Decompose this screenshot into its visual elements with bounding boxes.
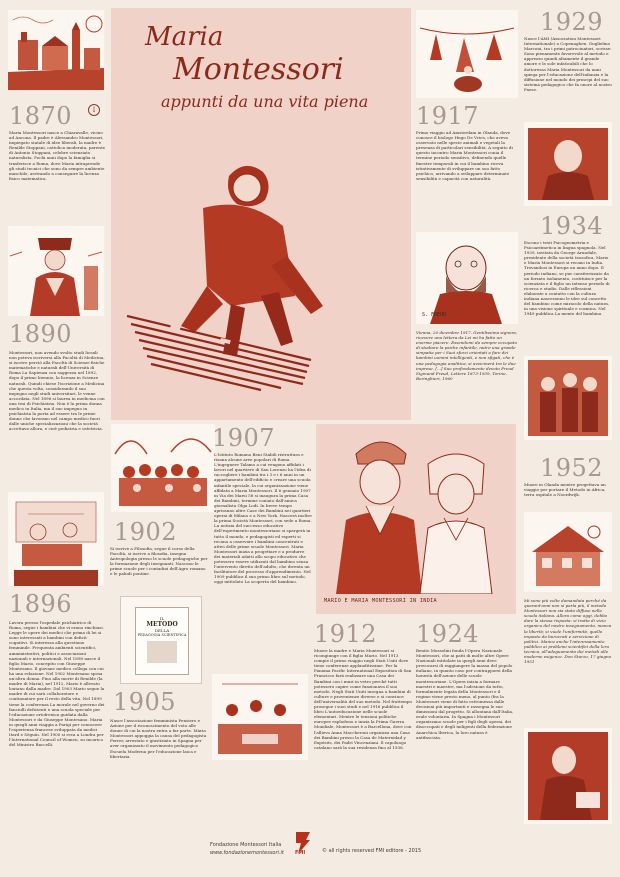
children-playing-illustration: [212, 674, 308, 760]
year-1952: 1952: [540, 454, 604, 482]
child-with-rods-illustration: [111, 116, 411, 416]
text-1902: Si iscrive a Filosofia, segue il corso della Facoltà, si iscrive a filosofia, insegna Antropologia presso le scuole pedagogiche per la formazione degli insegnanti. Nascono le prime scuole per i contadini dell'Agro romano e le paludi pontine.: [110, 546, 208, 577]
1907-classroom-illustration: [111, 424, 215, 512]
text-1896: Lavora presso l'ospedale psichiatrico di Roma, segue i bambini che vi erano rinchiusi. Legge le opere dei medici che prima di lei si sono interessati a bambini con deficit cognitivi. Si interessa alla questione femminile. Frequenta ambienti scientifici, amministrativi, politici e associazioni nazionali e internazionali. Nel 1898 nasce il figlio Mario, concepito con Giuseppe Montesano. Il giovane medico collega con cui ha una relazione. Nel 1902 Montesano sposa un'altra donna. Fino alla morte di Renilde (la madre di Maria), nel 1912, Mario è allevato lontano dalla madre. Dal 1903 Mario segue la madre di cui sarà collaboratore e continuatore per il resto della vita. Nel 1899 tiene la conferenza La morale nel governo dei fanciulli deficienti e una scuola speciale per l'educazione ortofrenica guidata dalla Montessori e da Giuseppe Montesano. Maria in quegli anni viaggia a Parigi per conoscere l'esperienza francese sviluppata da medici Itard e Séguin. Nel 1900 si reca a Londra per l'International Council of Women, su incarico del Ministro Baccelli.: [9, 620, 105, 748]
chiaravalle-illustration: [8, 10, 104, 90]
title-maria: Maria: [145, 22, 224, 52]
text-1934: Escono i testi Psicogeometria e Psicoaritmetica in lingua spagnola. Nel 1939, invitata da George Arundale, presidente della società teosofica, Mario e Maria Montessori si recano in India. Trovandosi in Europa un anno dopo. Il periodo indiano, se pur caratterizzato da un forzato isolamento, costituisce per la scienziata e il figlio un intenso periodo di ricerca e studio. Dalle riflessioni elaborate a contatto con la cultura indiana nasceranno le idee sul concetto del bambino come miracolo della natura, in una visione spirituale e cosmica. Nel 1949 pubblica La mente del bambino.: [524, 240, 610, 317]
woman-writing-illustration: [524, 728, 612, 824]
year-1912: 1912: [314, 620, 378, 648]
fmi-logo: [292, 830, 314, 856]
text-1905: Nasce l'associazione femminista Pensiero e Azione per il riconoscimento del voto alle donne di cui la nostra entra a far parte. Maria Montessori appoggia la causa del pedagogista Ferrer, arrestato e giustiziato in Spagna per aver organizzato il movimento pedagogico Escuela Moderna per l'educazione laica e libertaria.: [110, 718, 207, 759]
text-1907: L'Istituto Romano Beni Stabili ristruttura e risana alcune aree popolari di Roma. L'ingegnere Talamo a cui vengono affidati i lavori nel quartiere di San Lorenzo ha l'idea di raccogliere i bambini tra i 3 e i 6 anni in un appartamento dell'edificio e creare una scuola infantile speciale, la cui organizzazione viene affidata a Maria Montessori. Il 6 gennaio 1907 in Via dei Marsi 58 si inaugura la prima Casa dei Bambini, termine coniato dall'amica giornalista Olga Lodi. In breve tempo apriranno altre Case dei Bambini nei quartieri operai di Milano e a New York. Nascerà inoltre la prima Società Montessori, con sede a Roma. La notizia del successo educativo dell'esperimento montessoriano si spargerà in tutto il mondo, e pedagogisti ed esperti si recano a osservare i bambini concentrati e attivi delle prime scuole Montessori. Maria Montessori inizia a progettare e a produrre dei materiali adatti allo scopo educativo che potessero essere utilizzati dal bambino senza l'intervento diretto dell'adulto, che diventa un facilitatore del processo d'apprendimento. Nel 1909 pubblica il suo primo libro sul metodo, oggi intitolato La scoperta del bambino.: [214, 452, 312, 585]
year-1917: 1917: [416, 102, 480, 130]
text-1870: Maria Montessori nasce a Chiaravalle, vicino ad Ancona. Il padre è Alessandro Montessori, impiegato statale di idee liberali, la madre è Renilde Stoppani, cattolica moderata, parente di Antonio Stoppani, celebre scienziato naturalista. Pochi anni dopo la famiglia si trasferisce a Roma, dove Maria intraprende gli studi tecnici che sono da sempre ambiente maschile, arrivando a conseguire la licenza fisico matematica.: [9, 130, 105, 181]
book-line2: METODO: [146, 621, 178, 628]
text-1917: Primo viaggio ad Amsterdam in Olanda, dove conosce il biologo Hugo De Vries, che aveva osservato nelle specie animali e vegetali la presenza di particolari sensibilità. A seguito di questo incontro Maria Montessori conia il termine periodo sensitivo, definendo quelle finestre temporali in cui il bambino riceva istintivamente di sviluppare un suo fatto psichico, arrivando a sviluppare determinate sensibilità e capacità con naturalità.: [416, 130, 513, 181]
india-panel: [316, 424, 516, 614]
text-1890: Montessori, non avendo svolto studi liceali non poteva iscriversi alla Facoltà di Medicina, si iscrive perciò alla Facoltà di Scienze fisiche matematiche e naturali dell'Università di Roma La Sapienza con saggezza nel 1892, dopo il primo biennio, la licenza in Scienze naturali. Quindi chiese l'iscrizione a Medicina che questa volta, considerando il suo impegno negli studi universitari, le venne accordata. Nel 1896 si laurea in medicina con una tesi di Psichiatria. Non è la prima donna medico in Italia, ma il suo impegno in psichiatria la porta ad essere tra le prime donne che lavorano nel campo medico fuori dalle uniche specializzazioni che la società accettava allora, e cioè pediatria e ostetricia.: [9, 350, 105, 432]
year-1907: 1907: [212, 424, 276, 452]
year-1896: 1896: [9, 590, 73, 618]
footer-url: www.fondazionemontessori.it: [210, 850, 284, 856]
freud-portrait: [416, 232, 518, 324]
freud-letter-text: Vienna, 20 dicembre 1917. Gentilissima signora, ricevere una lettera da Lei mi ha fatto un enorme piacere. Essendomi da sempre occupato di studiare la psiche infantile, nutro una grande simpatia per i Suoi sforzi orientati a fare dei bambini uomini intelligenti, e non sfigati, che è una pedagogia analitica, si avvicinerà tra le due imprese. [...] Suo profondamente devoto Freud Sigmund Freud, Lettere 1873-1939, Torino, Boringhieri, 1960: [416, 330, 518, 381]
title-montessori: Montessori: [173, 52, 344, 87]
book-line3: DELLA: [154, 628, 170, 633]
footer-rights: © all rights reserved FMI editore - 2015: [322, 848, 422, 854]
year-1934: 1934: [540, 212, 604, 240]
hospital-illustration: [8, 492, 104, 586]
freud-signature: S. FREUD: [422, 312, 447, 318]
graduation-illustration: [8, 226, 104, 316]
subtitle: appunti da una vita piena: [161, 92, 369, 111]
book-cover-illustration: [120, 596, 202, 684]
school-building-illustration: [524, 512, 612, 592]
text-1912: Muore la madre e Maria Montessori si ricongiunge con il figlio Mario. Nel 1913 compie il primo viaggio negli Stati Uniti dove tiene conferenze applauditissime. Per la Panama Pacific International Exposition di San Francisco farà realizzare una Casa dei Bambini con i muri in vetro perché tutti potessero capire come funzionava il suo metodo. Negli Stati Uniti insegna a bambini di culture e provenienze diverse e si convince dell'universalità del suo metodo. Nel frattempo prosegue i suoi studi e nel 1916 pubblica il libro L'autoeducazione nelle scuole elementari. Mentre le tensioni politiche europee esplodono e inizia la Prima Guerra Mondiale, Montessori è a Barcellona, dove con l'allievo Anna Maccheroni organizza una Casa dei Bambini presso la Casa de Maternidad y Expósits, dei Padri Vincenziani. Il capoluogo catalano sarà la sua residenza fino al 1936.: [314, 648, 412, 750]
arrow-down-icon: ↓: [88, 104, 100, 116]
footer-org: Fondazione Montessori Italia: [210, 842, 282, 848]
book-line4: PEDAGOGIA SCIENTIFICA: [137, 633, 187, 637]
indian-group-illustration: [524, 356, 612, 440]
india-caption: MARIO E MARIA MONTESSORI IN INDIA: [324, 598, 437, 604]
marconi-portrait: [524, 122, 612, 206]
title-panel: [111, 8, 411, 420]
year-1924: 1924: [416, 620, 480, 648]
year-1902: 1902: [114, 518, 178, 546]
ship-illustration: [416, 10, 518, 98]
book-line1: IL: [159, 616, 165, 621]
mario-maria-india-illustration: [316, 424, 516, 594]
year-1890: 1890: [9, 320, 73, 348]
text-1952: Muore in Olanda mentre progettava un viaggio per portare il Metodo in Africa, terra ospitale a Noordwijk.: [524, 482, 606, 498]
text-1924: Benito Mussolini fonda l'Opera Nazionale Montessori, che ai patti di molte altre Opere Nazionali intitolate in quegli anni deve provocarsi di raggiungere la massa del popolo italiano, in quanto caso per contrapporsi della honestà dell'azione delle scuole montessoriane. L'Opera inizia a formare maestri e maestre, ma l'adesione da tutto, formalmente legata della Montessori e il regime viene presto meno, al punto (fra la Montessori viene di fatto estromessa dalle decisioni più importanti e rassegna le sue dimissioni dal progetto. Si allontana dall'Italia, esule volontaria. In Spagna i Montessori organizzano scuole per i figli degli operai, dei disoccupati e degli indigenti della federazione Anarchica Iberica, la loro natura è antifascista.: [416, 648, 514, 740]
year-1870: 1870: [9, 102, 73, 130]
year-1929: 1929: [540, 8, 604, 36]
quote-right: Mi sono più volte domandata perché da quarant'anni non si parla più, il metodo Montessori non sia stato diffuso nella scuola italiana. Allora come oggi, debbo dare la stessa risposta: si tratta di vizio organico del nostro insegnamento, manca la libertà; si vuole l'uniformità; quello imposto da burocrati e servizione di politici. Manca anche l'interessamento pubblico ai problemi scientifici della loro tecnica, all'adeguamento dei metodi alle moderne esigenze. Don Sturzo, 17 giugno 1951: [524, 598, 612, 665]
text-1929: Nasce l'AMI (Association Montessori Internationale) a Copenaghen. Guglielmo Marconi, tra i primi patrocinatori, scrisse: Sono pienamente favorevole al metodo e apprezzo quindi altamente il grande amore e le sole infaticabili che lo dottoressa Maria Montessori da anni spiega per l'educazione dell'infanzia e la diffusione nel mondo dei principi del suo sistema pedagogico che fa onore al nostro Paese.: [524, 36, 612, 92]
fmi-logo-text: FMI: [295, 850, 306, 856]
year-1905: 1905: [113, 688, 177, 716]
